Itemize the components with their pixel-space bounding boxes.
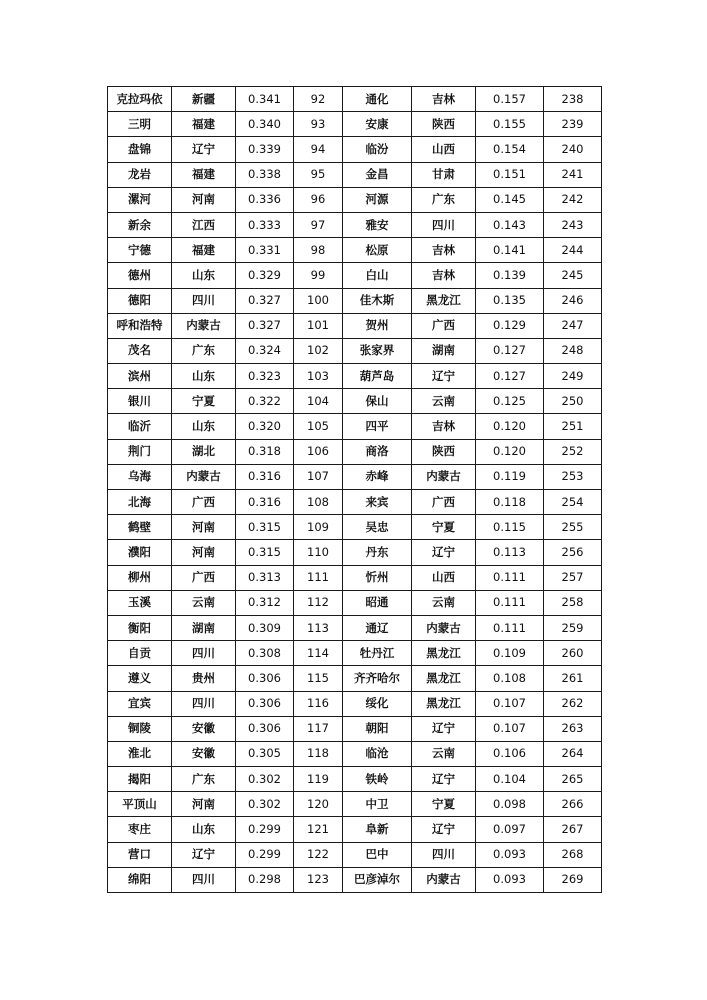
right-score-cell: 0.115 (476, 515, 544, 540)
right-city-cell: 丹东 (343, 540, 412, 565)
right-province-cell: 广西 (412, 313, 476, 338)
left-province-cell: 山东 (172, 263, 236, 288)
right-rank-cell: 243 (544, 212, 602, 237)
right-score-cell: 0.097 (476, 817, 544, 842)
right-city-cell: 白山 (343, 263, 412, 288)
left-rank-cell: 92 (294, 87, 343, 112)
left-province-cell: 河南 (172, 540, 236, 565)
left-rank-cell: 93 (294, 112, 343, 137)
left-score-cell: 0.309 (236, 615, 294, 640)
table-row (108, 288, 602, 313)
right-province-cell: 陕西 (412, 112, 476, 137)
left-province-cell: 四川 (172, 691, 236, 716)
right-city-cell: 巴中 (343, 842, 412, 867)
right-score-cell: 0.154 (476, 137, 544, 162)
right-province-cell: 陕西 (412, 439, 476, 464)
right-city-cell: 吴忠 (343, 515, 412, 540)
left-city-cell: 乌海 (108, 464, 172, 489)
right-city-cell: 朝阳 (343, 716, 412, 741)
right-score-cell: 0.111 (476, 565, 544, 590)
left-province-cell: 广西 (172, 565, 236, 590)
left-score-cell: 0.302 (236, 767, 294, 792)
right-rank-cell: 260 (544, 641, 602, 666)
table-row (108, 87, 602, 112)
right-province-cell: 内蒙古 (412, 867, 476, 892)
table-row (108, 364, 602, 389)
left-province-cell: 云南 (172, 590, 236, 615)
left-rank-cell: 122 (294, 842, 343, 867)
left-city-cell: 三明 (108, 112, 172, 137)
right-city-cell: 安康 (343, 112, 412, 137)
right-city-cell: 昭通 (343, 590, 412, 615)
right-province-cell: 宁夏 (412, 515, 476, 540)
right-province-cell: 宁夏 (412, 792, 476, 817)
table-row (108, 792, 602, 817)
right-rank-cell: 256 (544, 540, 602, 565)
right-province-cell: 广东 (412, 187, 476, 212)
left-score-cell: 0.327 (236, 313, 294, 338)
table-row (108, 540, 602, 565)
left-score-cell: 0.305 (236, 741, 294, 766)
table-row (108, 842, 602, 867)
table-row (108, 238, 602, 263)
left-city-cell: 绵阳 (108, 867, 172, 892)
right-rank-cell: 240 (544, 137, 602, 162)
left-rank-cell: 101 (294, 313, 343, 338)
left-score-cell: 0.298 (236, 867, 294, 892)
left-city-cell: 北海 (108, 490, 172, 515)
right-city-cell: 通辽 (343, 615, 412, 640)
left-province-cell: 安徽 (172, 741, 236, 766)
left-rank-cell: 118 (294, 741, 343, 766)
left-score-cell: 0.315 (236, 540, 294, 565)
right-score-cell: 0.125 (476, 389, 544, 414)
table-row (108, 641, 602, 666)
right-score-cell: 0.139 (476, 263, 544, 288)
right-province-cell: 云南 (412, 590, 476, 615)
right-score-cell: 0.127 (476, 364, 544, 389)
right-rank-cell: 265 (544, 767, 602, 792)
right-city-cell: 通化 (343, 87, 412, 112)
table-row (108, 187, 602, 212)
left-rank-cell: 114 (294, 641, 343, 666)
table-row (108, 565, 602, 590)
left-province-cell: 新疆 (172, 87, 236, 112)
right-city-cell: 葫芦岛 (343, 364, 412, 389)
left-province-cell: 广东 (172, 767, 236, 792)
right-province-cell: 山西 (412, 565, 476, 590)
left-province-cell: 四川 (172, 867, 236, 892)
left-rank-cell: 98 (294, 238, 343, 263)
left-city-cell: 柳州 (108, 565, 172, 590)
right-rank-cell: 259 (544, 615, 602, 640)
left-province-cell: 山东 (172, 364, 236, 389)
right-rank-cell: 249 (544, 364, 602, 389)
left-city-cell: 宜宾 (108, 691, 172, 716)
right-city-cell: 保山 (343, 389, 412, 414)
left-province-cell: 安徽 (172, 716, 236, 741)
right-city-cell: 中卫 (343, 792, 412, 817)
left-score-cell: 0.336 (236, 187, 294, 212)
right-rank-cell: 255 (544, 515, 602, 540)
left-province-cell: 湖北 (172, 439, 236, 464)
right-rank-cell: 262 (544, 691, 602, 716)
right-city-cell: 佳木斯 (343, 288, 412, 313)
left-province-cell: 辽宁 (172, 842, 236, 867)
left-city-cell: 龙岩 (108, 162, 172, 187)
left-score-cell: 0.308 (236, 641, 294, 666)
left-province-cell: 福建 (172, 238, 236, 263)
right-score-cell: 0.129 (476, 313, 544, 338)
left-city-cell: 荆门 (108, 439, 172, 464)
right-rank-cell: 251 (544, 414, 602, 439)
left-score-cell: 0.315 (236, 515, 294, 540)
right-score-cell: 0.155 (476, 112, 544, 137)
right-rank-cell: 258 (544, 590, 602, 615)
left-score-cell: 0.341 (236, 87, 294, 112)
table-body (108, 87, 602, 893)
left-city-cell: 新余 (108, 212, 172, 237)
right-province-cell: 辽宁 (412, 540, 476, 565)
left-rank-cell: 117 (294, 716, 343, 741)
left-score-cell: 0.322 (236, 389, 294, 414)
left-rank-cell: 99 (294, 263, 343, 288)
left-rank-cell: 103 (294, 364, 343, 389)
right-score-cell: 0.157 (476, 87, 544, 112)
left-score-cell: 0.318 (236, 439, 294, 464)
left-rank-cell: 94 (294, 137, 343, 162)
right-rank-cell: 242 (544, 187, 602, 212)
left-city-cell: 自贡 (108, 641, 172, 666)
right-province-cell: 吉林 (412, 414, 476, 439)
right-rank-cell: 264 (544, 741, 602, 766)
left-province-cell: 内蒙古 (172, 464, 236, 489)
left-score-cell: 0.299 (236, 842, 294, 867)
right-city-cell: 忻州 (343, 565, 412, 590)
right-score-cell: 0.151 (476, 162, 544, 187)
table-row (108, 313, 602, 338)
left-rank-cell: 106 (294, 439, 343, 464)
right-city-cell: 临沧 (343, 741, 412, 766)
right-province-cell: 云南 (412, 741, 476, 766)
right-province-cell: 山西 (412, 137, 476, 162)
left-province-cell: 四川 (172, 288, 236, 313)
table-row (108, 464, 602, 489)
left-city-cell: 滨州 (108, 364, 172, 389)
table-row (108, 490, 602, 515)
left-rank-cell: 110 (294, 540, 343, 565)
left-rank-cell: 121 (294, 817, 343, 842)
left-city-cell: 揭阳 (108, 767, 172, 792)
right-score-cell: 0.106 (476, 741, 544, 766)
left-city-cell: 漯河 (108, 187, 172, 212)
left-city-cell: 濮阳 (108, 540, 172, 565)
left-score-cell: 0.324 (236, 338, 294, 363)
left-province-cell: 福建 (172, 112, 236, 137)
right-province-cell: 内蒙古 (412, 464, 476, 489)
left-province-cell: 广东 (172, 338, 236, 363)
right-rank-cell: 254 (544, 490, 602, 515)
left-score-cell: 0.316 (236, 464, 294, 489)
table-row (108, 515, 602, 540)
right-city-cell: 临汾 (343, 137, 412, 162)
left-score-cell: 0.299 (236, 817, 294, 842)
left-city-cell: 德阳 (108, 288, 172, 313)
right-province-cell: 广西 (412, 490, 476, 515)
right-city-cell: 商洛 (343, 439, 412, 464)
left-city-cell: 遵义 (108, 666, 172, 691)
left-score-cell: 0.329 (236, 263, 294, 288)
right-score-cell: 0.120 (476, 439, 544, 464)
left-score-cell: 0.302 (236, 792, 294, 817)
right-province-cell: 四川 (412, 842, 476, 867)
left-city-cell: 宁德 (108, 238, 172, 263)
left-city-cell: 临沂 (108, 414, 172, 439)
right-score-cell: 0.113 (476, 540, 544, 565)
right-province-cell: 辽宁 (412, 767, 476, 792)
left-score-cell: 0.333 (236, 212, 294, 237)
left-city-cell: 平顶山 (108, 792, 172, 817)
right-city-cell: 雅安 (343, 212, 412, 237)
left-city-cell: 铜陵 (108, 716, 172, 741)
table-row (108, 389, 602, 414)
table-row (108, 817, 602, 842)
right-rank-cell: 267 (544, 817, 602, 842)
table-row (108, 590, 602, 615)
left-rank-cell: 105 (294, 414, 343, 439)
right-score-cell: 0.098 (476, 792, 544, 817)
left-province-cell: 江西 (172, 212, 236, 237)
left-rank-cell: 116 (294, 691, 343, 716)
right-score-cell: 0.111 (476, 590, 544, 615)
right-city-cell: 金昌 (343, 162, 412, 187)
right-province-cell: 吉林 (412, 263, 476, 288)
right-province-cell: 吉林 (412, 238, 476, 263)
right-province-cell: 甘肃 (412, 162, 476, 187)
left-score-cell: 0.327 (236, 288, 294, 313)
left-city-cell: 衡阳 (108, 615, 172, 640)
right-score-cell: 0.127 (476, 338, 544, 363)
left-province-cell: 河南 (172, 515, 236, 540)
left-province-cell: 福建 (172, 162, 236, 187)
right-rank-cell: 253 (544, 464, 602, 489)
right-rank-cell: 248 (544, 338, 602, 363)
right-city-cell: 贺州 (343, 313, 412, 338)
right-province-cell: 辽宁 (412, 817, 476, 842)
left-city-cell: 盘锦 (108, 137, 172, 162)
right-score-cell: 0.104 (476, 767, 544, 792)
left-province-cell: 内蒙古 (172, 313, 236, 338)
right-rank-cell: 244 (544, 238, 602, 263)
right-rank-cell: 247 (544, 313, 602, 338)
right-city-cell: 阜新 (343, 817, 412, 842)
right-province-cell: 云南 (412, 389, 476, 414)
left-rank-cell: 107 (294, 464, 343, 489)
left-city-cell: 克拉玛依 (108, 87, 172, 112)
left-province-cell: 山东 (172, 817, 236, 842)
right-score-cell: 0.093 (476, 867, 544, 892)
left-rank-cell: 115 (294, 666, 343, 691)
right-score-cell: 0.108 (476, 666, 544, 691)
right-rank-cell: 257 (544, 565, 602, 590)
left-city-cell: 淮北 (108, 741, 172, 766)
left-score-cell: 0.313 (236, 565, 294, 590)
left-rank-cell: 112 (294, 590, 343, 615)
left-rank-cell: 119 (294, 767, 343, 792)
table-row (108, 716, 602, 741)
table-row (108, 666, 602, 691)
left-province-cell: 宁夏 (172, 389, 236, 414)
table-row (108, 691, 602, 716)
right-score-cell: 0.141 (476, 238, 544, 263)
right-province-cell: 内蒙古 (412, 615, 476, 640)
left-score-cell: 0.320 (236, 414, 294, 439)
table-row (108, 212, 602, 237)
right-city-cell: 绥化 (343, 691, 412, 716)
right-province-cell: 黑龙江 (412, 288, 476, 313)
right-rank-cell: 239 (544, 112, 602, 137)
right-score-cell: 0.119 (476, 464, 544, 489)
left-city-cell: 呼和浩特 (108, 313, 172, 338)
right-rank-cell: 261 (544, 666, 602, 691)
right-rank-cell: 269 (544, 867, 602, 892)
left-rank-cell: 104 (294, 389, 343, 414)
right-city-cell: 赤峰 (343, 464, 412, 489)
right-score-cell: 0.111 (476, 615, 544, 640)
left-province-cell: 湖南 (172, 615, 236, 640)
left-province-cell: 贵州 (172, 666, 236, 691)
right-rank-cell: 268 (544, 842, 602, 867)
left-score-cell: 0.340 (236, 112, 294, 137)
table-row (108, 767, 602, 792)
left-rank-cell: 108 (294, 490, 343, 515)
left-score-cell: 0.316 (236, 490, 294, 515)
left-city-cell: 银川 (108, 389, 172, 414)
left-province-cell: 四川 (172, 641, 236, 666)
right-city-cell: 张家界 (343, 338, 412, 363)
table-row (108, 615, 602, 640)
left-score-cell: 0.339 (236, 137, 294, 162)
left-rank-cell: 113 (294, 615, 343, 640)
right-province-cell: 吉林 (412, 87, 476, 112)
left-rank-cell: 123 (294, 867, 343, 892)
left-score-cell: 0.323 (236, 364, 294, 389)
table-row (108, 741, 602, 766)
right-rank-cell: 266 (544, 792, 602, 817)
left-rank-cell: 95 (294, 162, 343, 187)
left-score-cell: 0.306 (236, 691, 294, 716)
right-rank-cell: 252 (544, 439, 602, 464)
right-rank-cell: 238 (544, 87, 602, 112)
left-city-cell: 德州 (108, 263, 172, 288)
right-city-cell: 铁岭 (343, 767, 412, 792)
right-city-cell: 来宾 (343, 490, 412, 515)
left-city-cell: 茂名 (108, 338, 172, 363)
left-score-cell: 0.312 (236, 590, 294, 615)
table-row (108, 439, 602, 464)
left-city-cell: 枣庄 (108, 817, 172, 842)
right-province-cell: 四川 (412, 212, 476, 237)
right-rank-cell: 245 (544, 263, 602, 288)
right-score-cell: 0.107 (476, 716, 544, 741)
left-province-cell: 山东 (172, 414, 236, 439)
right-score-cell: 0.135 (476, 288, 544, 313)
right-city-cell: 巴彦淖尔 (343, 867, 412, 892)
right-province-cell: 黑龙江 (412, 666, 476, 691)
left-province-cell: 广西 (172, 490, 236, 515)
right-province-cell: 辽宁 (412, 716, 476, 741)
table-row (108, 414, 602, 439)
right-province-cell: 黑龙江 (412, 641, 476, 666)
left-score-cell: 0.331 (236, 238, 294, 263)
city-ranking-table (107, 86, 602, 893)
left-score-cell: 0.306 (236, 666, 294, 691)
table-row (108, 867, 602, 892)
right-city-cell: 松原 (343, 238, 412, 263)
right-city-cell: 牡丹江 (343, 641, 412, 666)
left-city-cell: 玉溪 (108, 590, 172, 615)
right-score-cell: 0.143 (476, 212, 544, 237)
right-score-cell: 0.109 (476, 641, 544, 666)
left-rank-cell: 111 (294, 565, 343, 590)
right-score-cell: 0.107 (476, 691, 544, 716)
left-rank-cell: 100 (294, 288, 343, 313)
right-city-cell: 河源 (343, 187, 412, 212)
table-row (108, 338, 602, 363)
table-row (108, 137, 602, 162)
left-rank-cell: 109 (294, 515, 343, 540)
right-rank-cell: 246 (544, 288, 602, 313)
table-row (108, 263, 602, 288)
right-score-cell: 0.120 (476, 414, 544, 439)
table-row (108, 162, 602, 187)
left-city-cell: 营口 (108, 842, 172, 867)
left-rank-cell: 96 (294, 187, 343, 212)
table-row (108, 112, 602, 137)
right-score-cell: 0.093 (476, 842, 544, 867)
right-province-cell: 湖南 (412, 338, 476, 363)
left-city-cell: 鹤壁 (108, 515, 172, 540)
left-province-cell: 河南 (172, 187, 236, 212)
right-score-cell: 0.118 (476, 490, 544, 515)
right-city-cell: 齐齐哈尔 (343, 666, 412, 691)
right-province-cell: 黑龙江 (412, 691, 476, 716)
left-rank-cell: 120 (294, 792, 343, 817)
left-province-cell: 河南 (172, 792, 236, 817)
left-score-cell: 0.306 (236, 716, 294, 741)
right-city-cell: 四平 (343, 414, 412, 439)
left-rank-cell: 102 (294, 338, 343, 363)
left-province-cell: 辽宁 (172, 137, 236, 162)
right-province-cell: 辽宁 (412, 364, 476, 389)
right-rank-cell: 250 (544, 389, 602, 414)
right-rank-cell: 241 (544, 162, 602, 187)
right-rank-cell: 263 (544, 716, 602, 741)
left-rank-cell: 97 (294, 212, 343, 237)
left-score-cell: 0.338 (236, 162, 294, 187)
right-score-cell: 0.145 (476, 187, 544, 212)
